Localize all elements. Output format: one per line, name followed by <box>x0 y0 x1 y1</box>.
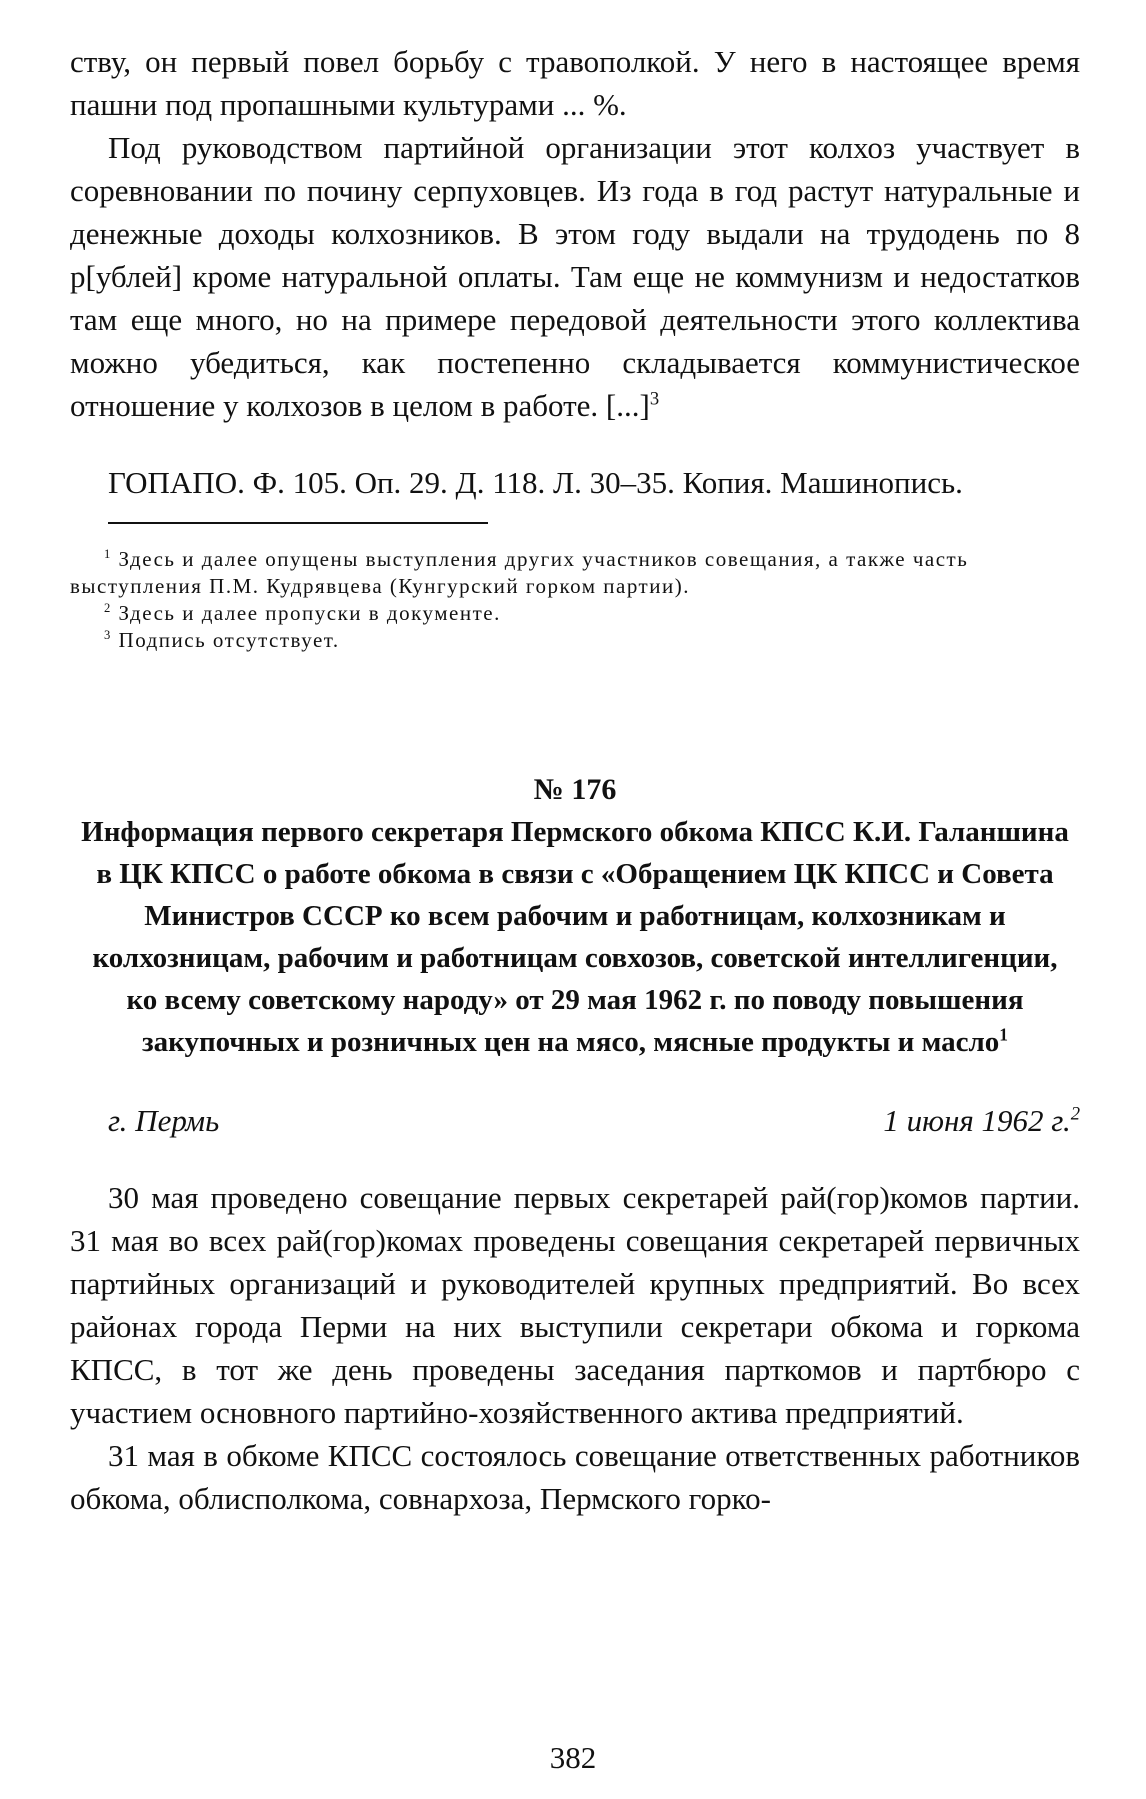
document-number: № 176 <box>533 773 617 806</box>
document-body <box>70 1176 1080 1520</box>
document-place: г. Пермь <box>108 1103 220 1138</box>
archive-source: ГОПАПО. Ф. 105. Оп. 29. Д. 118. Л. 30–35. Копия. Машинопись. <box>108 465 963 500</box>
footnote-ref: 1 <box>999 1024 1008 1045</box>
footnote-text: Здесь и далее пропуски в документе. <box>118 601 501 625</box>
paragraph: 31 мая в обкоме КПСС состоялось совещание ответственных работников обкома, облисполкома, совнархоза, Пермского горко- <box>70 1438 1080 1516</box>
footnote-text: Здесь и далее опущены выступления других участников совещания, а также часть выступления П.М. Кудрявцева (Кунгурский горком партии). <box>70 547 969 598</box>
footnote-ref: 3 <box>649 388 660 410</box>
paragraph-text: Под руководством партийной организации этот колхоз участвует в соревновании по почину серпуховцев. Из года в год растут натуральные и денежные доходы колхозников. В этом году выдали на трудодень по 8 р[ублей] кроме натуральной оплаты. Там еще не коммунизм и недостатков там еще много, но на примере передовой деятельности этого коллектива можно убедиться, как постепенно складывается коммунистическое отношение у колхозов в целом в работе. [...] <box>70 130 1080 423</box>
footnote-divider <box>108 522 488 524</box>
paragraph: 30 мая проведено совещание первых секретарей рай(гор)комов партии. 31 мая во всех рай(гор)комах проведены совещания секретарей первичных партийных организаций и руководителей крупных предприятий. Во всех районах города Перми на них выступили секретари обкома и горкома КПСС, в тот же день проведены заседания парткомов и партбюро с участием основного партийно-хозяйственного актива предприятий. <box>70 1180 1080 1430</box>
document-title <box>70 811 1080 1063</box>
footnote <box>70 627 1080 654</box>
page-number: 382 <box>549 1740 597 1775</box>
document-title-text: Информация первого секретаря Пермского обкома КПСС К.И. Галаншина в ЦК КПСС о работе обкома в связи с «Обращением ЦК КПСС и Совета Министров СССР ко всем рабочим и работницам, колхозникам и колхозницам, рабочим и работницам совхозов, советской интеллигенции, ко всему советскому народу» от 29 мая 1962 г. по поводу повышения закупочных и розничных цен на мясо, мясные продукты и масло <box>81 816 1069 1058</box>
paragraph <box>70 126 1080 427</box>
footnote-number: 3 <box>104 628 112 642</box>
footnote-number: 1 <box>104 547 112 561</box>
document-date-wrap <box>883 1099 1080 1142</box>
footnote-number: 2 <box>104 601 112 615</box>
footnote-ref: 2 <box>1070 1103 1080 1125</box>
document-date: 1 июня 1962 г. <box>883 1103 1071 1138</box>
footnotes <box>70 546 1080 654</box>
footnote-text: Подпись отсутствует. <box>118 628 340 652</box>
footnote <box>70 600 1080 627</box>
continued-paragraph: ству, он первый повел борьбу с травополкой. У него в настоящее время пашни под пропашными культурами ... %. <box>70 44 1080 122</box>
place-date-line <box>70 1099 1080 1142</box>
document-page <box>70 40 1080 1520</box>
footnote <box>70 546 1080 600</box>
